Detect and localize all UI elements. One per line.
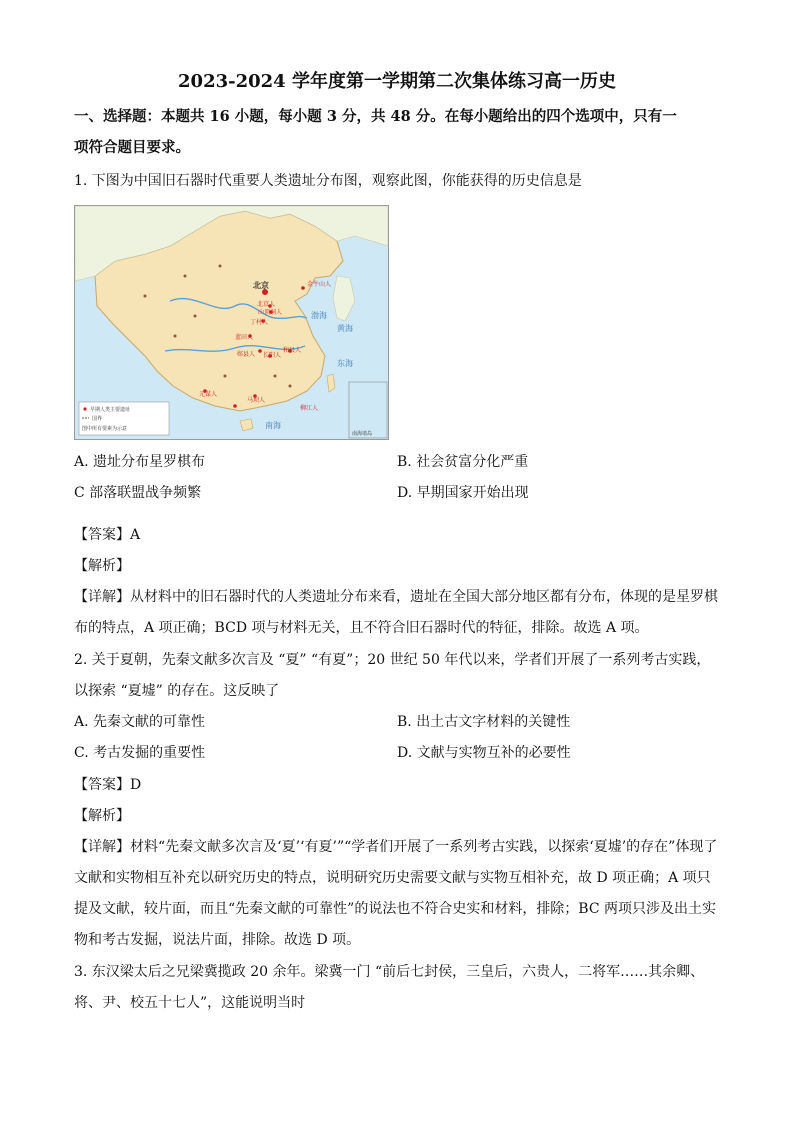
taiwan: [327, 374, 335, 392]
question-1-answer: 【答案】A: [74, 527, 141, 543]
site-label: 丁村人: [250, 319, 269, 326]
question-2-detail-line2: 文献和实物相互补充以研究历史的特点，说明研究历史需要文献与实物互相补充，故 D 项正确；A 项只: [74, 870, 711, 886]
question-2-option-d: D. 文献与实物互补的必要性: [397, 745, 571, 761]
hainan: [240, 419, 253, 431]
china-paleolithic-sites-map: [74, 205, 389, 440]
sea-label-donghai: 东海: [337, 359, 353, 368]
question-2-stem-line1: 2. 关于夏朝，先秦文献多次言及 “夏” “有夏”；20 世纪 50 年代以来，学者们开展了一系列考古实践，: [74, 652, 711, 668]
legend-border: 国界: [92, 416, 103, 422]
question-1-option-a: A. 遗址分布星罗棋布: [74, 454, 206, 470]
section-heading-line2: 项符合题目要求。: [74, 139, 190, 156]
question-2-option-a: A. 先秦文献的可靠性: [74, 714, 206, 730]
map-graphic: [75, 206, 388, 439]
section-heading-line1: 一、选择题：本题共 16 小题，每小题 3 分，共 48 分。在每小题给出的四个选项中，只有一: [74, 108, 677, 125]
inset-label: 南海诸岛: [352, 431, 373, 437]
legend-sites: 早期人类主要遗址: [90, 407, 131, 413]
question-2-detail-line1: 【详解】材料“先秦文献多次言及‘夏’‘有夏’”“学者们开展了一系列考古实践，以探索‘夏墟’的存在”体现了: [74, 839, 718, 855]
sea-label-nanhai: 南海: [265, 421, 281, 430]
beijing-label: 北京: [253, 281, 269, 290]
question-1-option-b: B. 社会贫富分化严重: [397, 454, 529, 470]
question-1-detail-line1: 【详解】从材料中的旧石器时代的人类遗址分布来看，遗址在全国大部分地区都有分布，体现的是星罗棋: [74, 589, 718, 605]
site-label: 马坝人: [247, 397, 266, 404]
question-3-stem-line2: 将、尹、校五十七人”，这能说明当时: [74, 995, 306, 1011]
question-2-answer: 【答案】D: [74, 777, 142, 793]
site-label: 和县人: [283, 347, 302, 354]
question-2-analysis: 【解析】: [74, 808, 130, 824]
sea-label-huanghai: 黄海: [337, 324, 353, 333]
page-title: 2023-2024 学年度第一学期第二次集体练习高一历史: [178, 71, 616, 92]
site-label: 北京人: [257, 301, 276, 308]
question-3-stem-line1: 3. 东汉梁太后之兄梁冀揽政 20 余年。梁冀一门 “前后七封侯，三皇后，六贵人，二将军……其余卿、: [74, 964, 705, 980]
site-label: 山顶洞人: [258, 309, 283, 316]
site-label: 长阳人: [263, 352, 282, 359]
question-2-stem-line2: 以探索 “夏墟” 的存在。这反映了: [74, 683, 280, 699]
site-label: 蓝田人: [235, 334, 254, 341]
question-1-stem: 1. 下图为中国旧石器时代重要人类遗址分布图，观察此图，你能获得的历史信息是: [74, 173, 582, 189]
korea-peninsula: [333, 276, 355, 321]
question-2-option-c: C. 考古发掘的重要性: [74, 745, 206, 761]
question-2-option-b: B. 出土古文字材料的关键性: [397, 714, 571, 730]
question-1-option-c: C 部落联盟战争频繁: [74, 485, 202, 501]
question-2-detail-line3: 提及文献，较片面，而且“先秦文献的可靠性”的说法也不符合史实和材料，排除；BC 两项只涉及出土实: [74, 901, 717, 917]
site-label: 金牛山人: [307, 281, 332, 288]
site-label: 柳江人: [300, 405, 319, 412]
question-1-detail-line2: 布的特点，A 项正确；BCD 项与材料无关，且不符合旧石器时代的特征，排除。故选 A 项。: [74, 620, 649, 636]
question-1-option-d: D. 早期国家开始出现: [397, 485, 529, 501]
site-label: 郧县人: [237, 351, 256, 358]
site-label: 元谋人: [199, 391, 218, 398]
question-2-detail-line4: 物和考古发掘，说法片面，排除。故选 D 项。: [74, 932, 361, 948]
legend-note: 图中所有要素为示意: [82, 426, 128, 432]
question-1-analysis: 【解析】: [74, 558, 130, 574]
sea-label-bohai: 渤海: [311, 311, 327, 320]
